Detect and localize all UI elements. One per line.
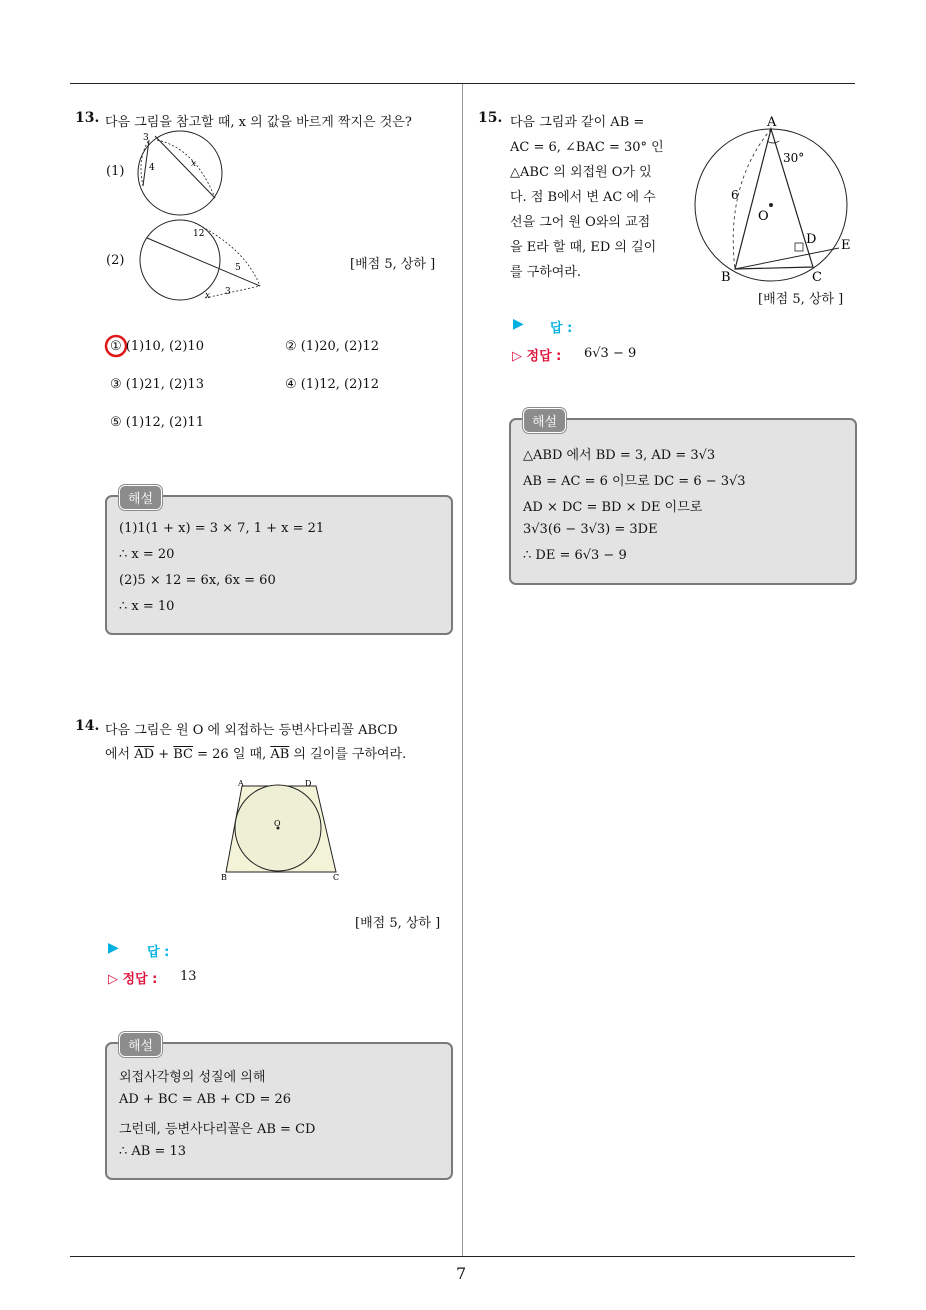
- q15-fig-E: E: [841, 238, 851, 253]
- q13-fig2-val-3: 3: [225, 287, 231, 297]
- q14-question-line-2: 에서 $\overline{AD} + \overline{BC} = 26$ 일 때, $\overline{AB}$ 의 길이를 구하여라.: [105, 747, 407, 762]
- q15-exp-line: 3√3(6 − 3√3) = 3DE: [523, 522, 658, 537]
- q15-exp-line: AB = AC = 6 이므로 DC = 6 − 3√3: [523, 474, 746, 489]
- q13-fig1-label: (1): [106, 164, 125, 179]
- q14-explanation-tag: 해설: [119, 1032, 162, 1057]
- q15-question-line: 다음 그림과 같이 AB =: [510, 115, 645, 130]
- q15-correct-label: ▷ 정답 :: [512, 349, 562, 364]
- q15-fig-B: B: [721, 270, 731, 285]
- q15-explanation-tag: 해설: [523, 408, 566, 433]
- q13-fig2-val-5: 5: [235, 263, 241, 273]
- q13-choice-5[interactable]: ⑤ (1)12, (2)11: [110, 415, 204, 430]
- q14-correct-value: 13: [180, 969, 197, 984]
- q15-question-line: △ABC 의 외접원 O가 있: [510, 165, 652, 180]
- q13-fig2-label: (2): [106, 253, 125, 268]
- q13-number: 13.: [75, 110, 100, 126]
- q14-fig-A: A: [238, 779, 244, 788]
- q14-score: [배점 5, 상하 ]: [355, 916, 441, 931]
- q14-trapezoid-figure: [218, 776, 348, 886]
- q15-exp-line: △ABD 에서 BD = 3, AD = 3√3: [523, 448, 716, 463]
- play-icon: ▶: [108, 940, 119, 956]
- q15-explanation-box: [509, 415, 857, 585]
- q14-question-line-1: 다음 그림은 원 O 에 외접하는 등변사다리꼴 ABCD: [105, 723, 398, 738]
- q14-exp-line: AD + BC = AB + CD = 26: [119, 1092, 292, 1107]
- bottom-rule: [70, 1256, 855, 1257]
- q15-number: 15.: [478, 110, 503, 126]
- q14-answer-label: 답 :: [147, 945, 170, 960]
- q15-question-line: 를 구하여라.: [510, 265, 582, 280]
- q14-explanation-box: [105, 1039, 453, 1180]
- q13-fig1-val-3: 3: [143, 133, 149, 143]
- q15-fig-A: A: [767, 115, 777, 130]
- q15-fig-C: C: [812, 270, 822, 285]
- q15-correct-value: 6√3 − 9: [584, 346, 637, 361]
- q15-exp-line: AD × DC = BD × DE 이므로: [523, 500, 703, 515]
- q13-figure-2: [135, 218, 265, 308]
- q15-fig-O: O: [758, 209, 769, 224]
- q15-exp-line: ∴ DE = 6√3 − 9: [523, 548, 627, 563]
- q14-correct-label: ▷ 정답 :: [108, 972, 158, 987]
- play-icon: ▶: [513, 316, 524, 332]
- q15-fig-6: 6: [731, 188, 739, 202]
- q15-fig-30deg: 30°: [783, 151, 805, 165]
- q15-score: [배점 5, 상하 ]: [758, 292, 844, 307]
- q13-score: [배점 5, 상하 ]: [350, 257, 436, 272]
- q15-question-line: 다. 점 B에서 변 AC 에 수: [510, 190, 656, 205]
- q14-fig-B: B: [221, 873, 227, 882]
- q14-exp-line: ∴ AB = 13: [119, 1144, 187, 1159]
- q13-exp-line: (1)1(1 + x) = 3 × 7, 1 + x = 21: [119, 521, 325, 536]
- q14-number: 14.: [75, 718, 100, 734]
- q15-question-line: 을 E라 할 때, ED 의 길이: [510, 240, 657, 255]
- q15-question-line: 선을 그어 원 O와의 교점: [510, 215, 651, 230]
- q13-question: 다음 그림을 참고할 때, x 의 값을 바르게 짝지은 것은?: [105, 115, 412, 130]
- q14-fig-D: D: [305, 779, 312, 788]
- q15-answer-label: 답 :: [550, 321, 573, 336]
- q13-fig2-val-x: x: [205, 291, 211, 301]
- q13-choice-2[interactable]: ② (1)20, (2)12: [285, 339, 379, 354]
- q13-fig2-val-12: 12: [193, 229, 205, 239]
- q13-fig1-val-4: 4: [149, 163, 155, 173]
- q15-question-line: AC = 6, ∠BAC = 30° 인: [510, 140, 664, 155]
- q15-circle-figure: [695, 115, 860, 285]
- q15-fig-D: D: [806, 232, 817, 247]
- q13-explanation-tag: 해설: [119, 485, 162, 510]
- column-divider: [462, 84, 463, 1256]
- q14-fig-O: O: [274, 819, 281, 828]
- q13-choice-4[interactable]: ④ (1)12, (2)12: [285, 377, 379, 392]
- q13-figure-1: [135, 128, 235, 218]
- q14-exp-line: 그런데, 등변사다리꼴은 AB = CD: [119, 1122, 316, 1137]
- q13-explanation-box: [105, 492, 453, 635]
- q14-fig-C: C: [333, 873, 340, 882]
- q13-choice-1[interactable]: ① (1)10, (2)10: [110, 339, 204, 354]
- q13-exp-line: ∴ x = 10: [119, 599, 175, 614]
- q13-choice-3[interactable]: ③ (1)21, (2)13: [110, 377, 204, 392]
- q14-exp-line: 외접사각형의 성질에 의해: [119, 1070, 266, 1085]
- q13-exp-line: ∴ x = 20: [119, 547, 175, 562]
- q13-exp-line: (2)5 × 12 = 6x, 6x = 60: [119, 573, 276, 588]
- q13-fig1-val-x: x: [191, 159, 197, 169]
- page-number: 7: [456, 1264, 467, 1283]
